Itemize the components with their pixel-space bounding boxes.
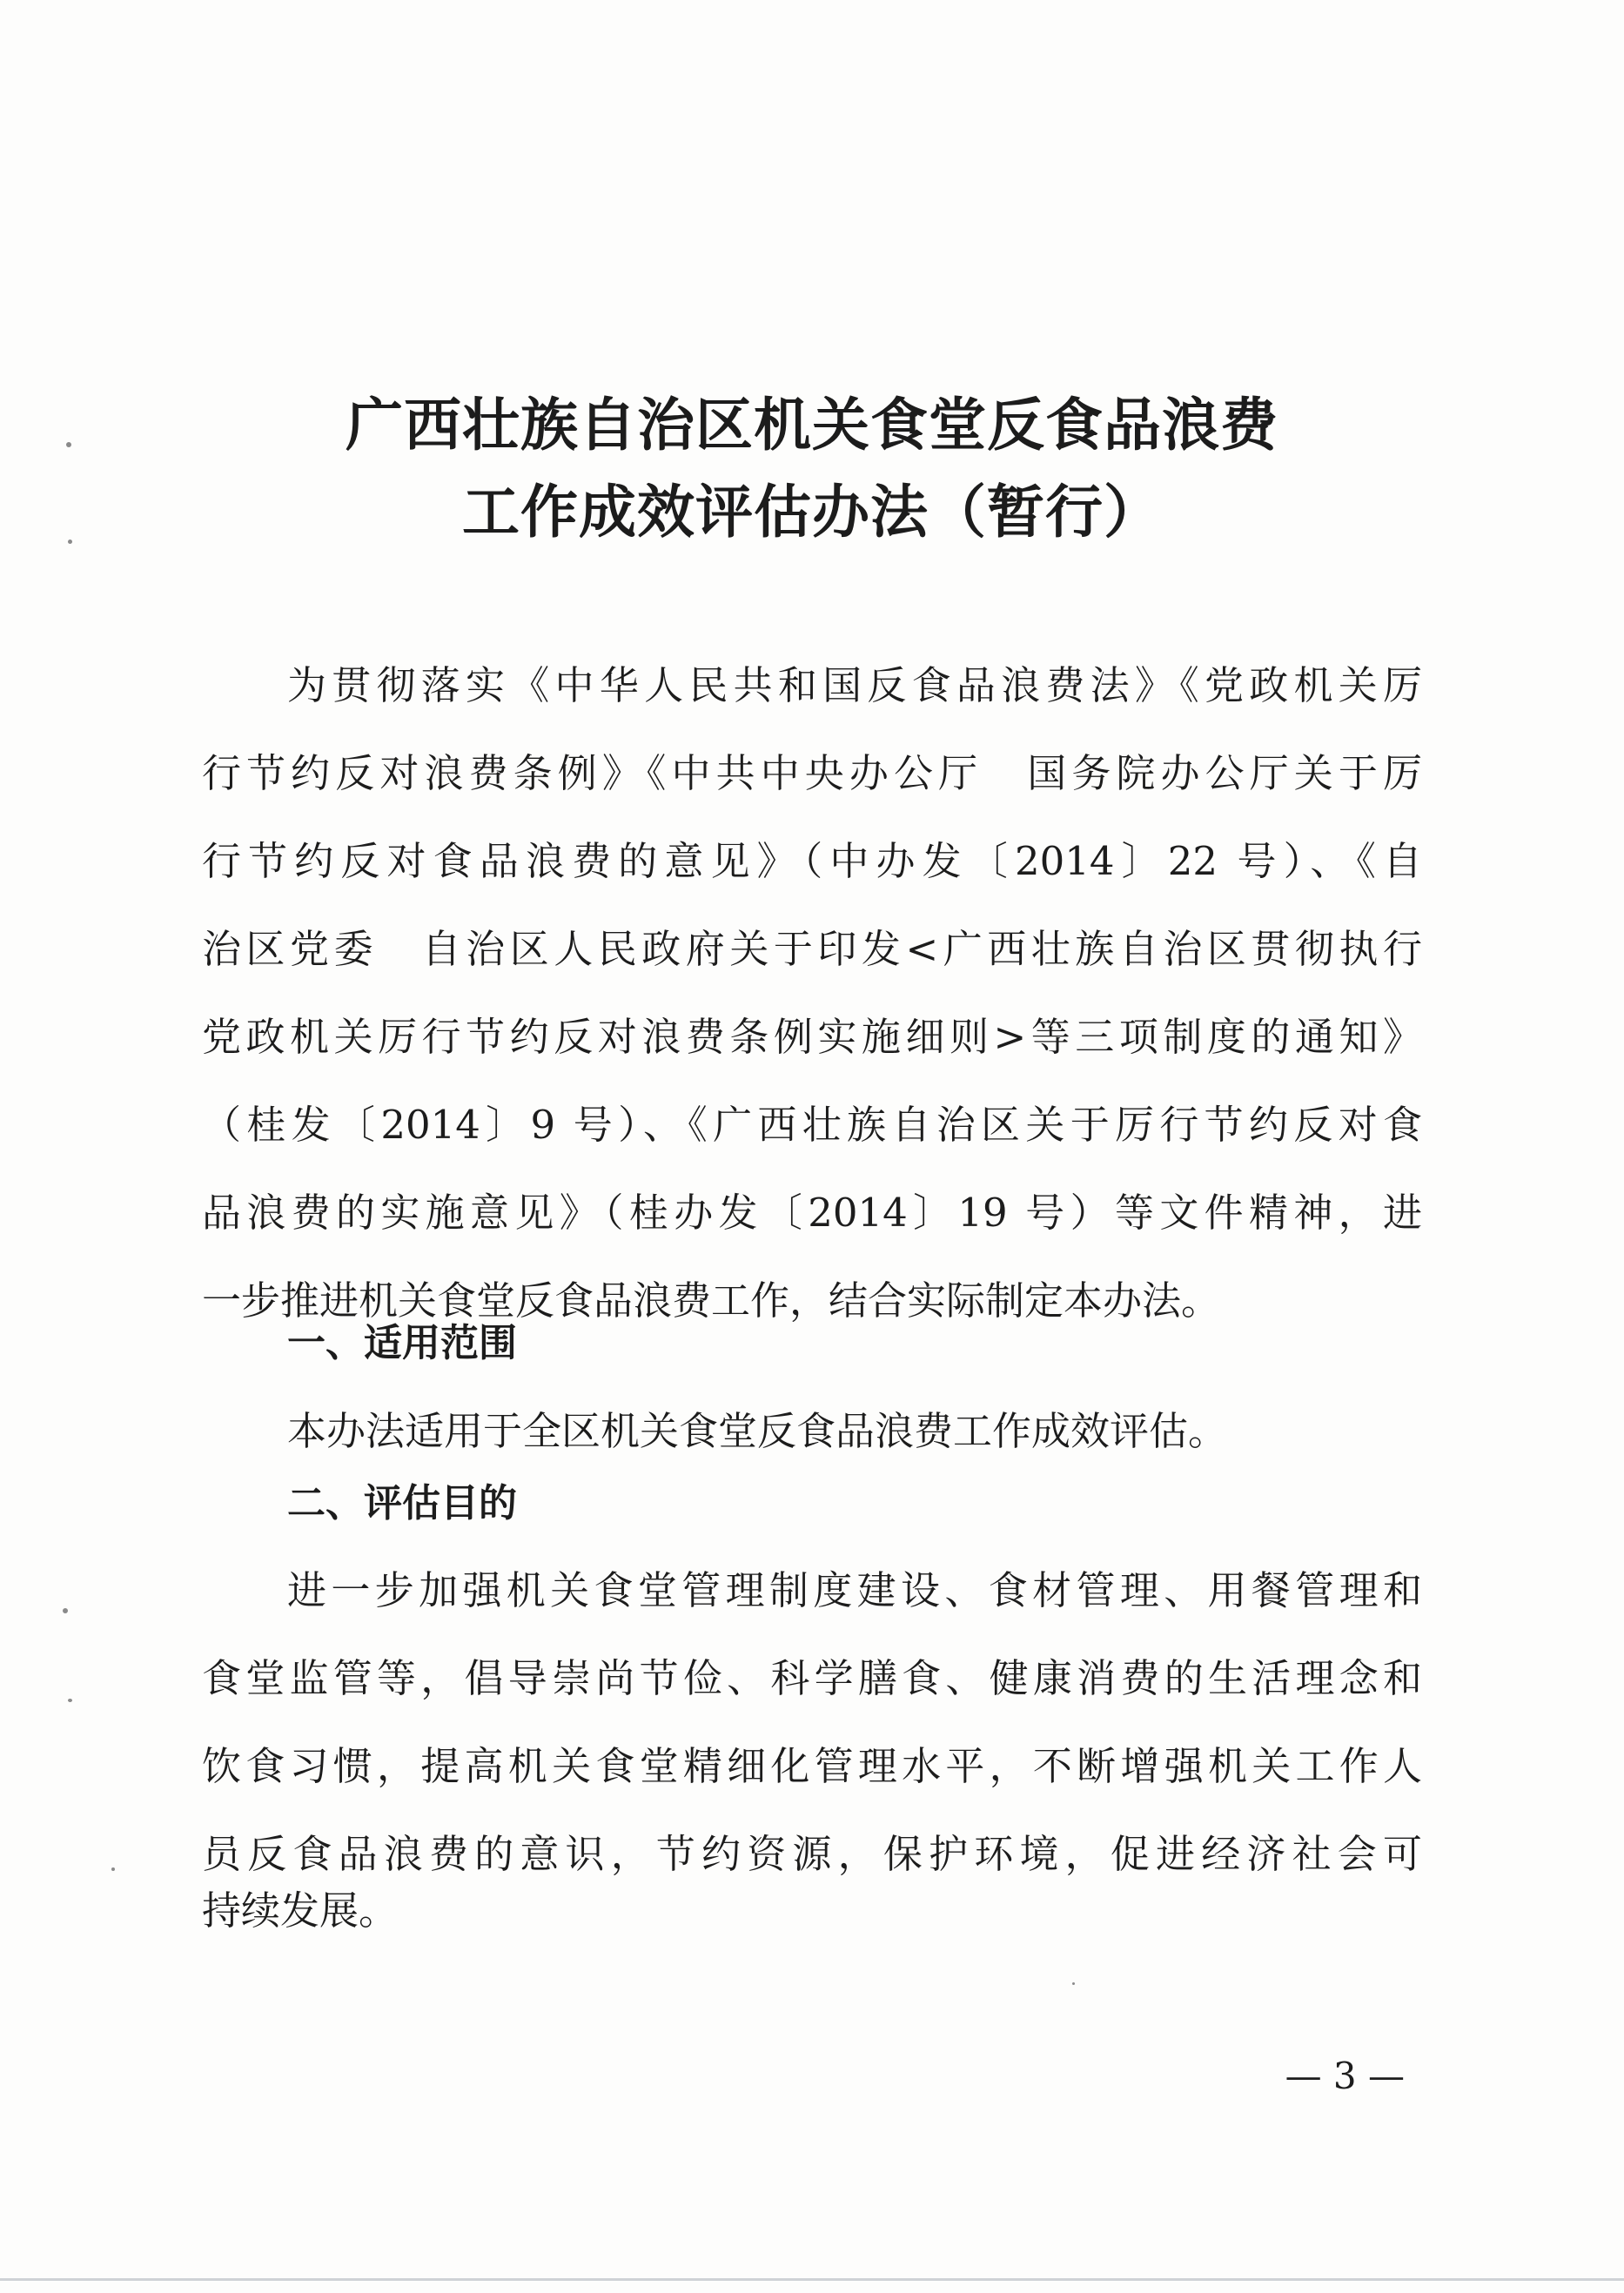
preamble-line-1: 为贯彻落实《中华人民共和国反食品浪费法》《党政机关厉 (287, 662, 1422, 708)
scan-speck (68, 540, 72, 544)
preamble-line-4: 治区党委 自治区人民政府关于印发<广西壮族自治区贯彻执行 (202, 926, 1422, 972)
purpose-line-3: 饮食习惯，提高机关食堂精细化管理水平，不断增强机关工作人 (202, 1743, 1422, 1789)
scan-speck (66, 442, 71, 447)
purpose-line-2: 食堂监管等，倡导崇尚节俭、科学膳食、健康消费的生活理念和 (202, 1655, 1422, 1701)
preamble-line-7: 品浪费的实施意见》（桂办发〔2014〕19 号）等文件精神，进 (202, 1190, 1422, 1236)
scan-speck (111, 1867, 115, 1871)
scan-bottom-edge (0, 2278, 1624, 2281)
preamble-line-3: 行节约反对食品浪费的意见》（中办发〔2014〕22 号）、《自 (202, 838, 1422, 884)
scan-speck (63, 1608, 68, 1613)
section-heading-purpose: 二、评估目的 (287, 1481, 517, 1525)
scan-speck (68, 1699, 72, 1702)
purpose-line-5: 持续发展。 (202, 1887, 399, 1934)
preamble-line-5: 党政机关厉行节约反对浪费条例实施细则>等三项制度的通知》 (202, 1014, 1422, 1060)
section-text-scope: 本办法适用于全区机关食堂反食品浪费工作成效评估。 (287, 1408, 1228, 1454)
document-title-line-2: 工作成效评估办法（暂行） (462, 478, 1162, 546)
document-title-line-1: 广西壮族自治区机关食堂反食品浪费 (346, 391, 1278, 459)
preamble-line-6: （桂发〔2014〕9 号）、《广西壮族自治区关于厉行节约反对食 (202, 1102, 1422, 1148)
purpose-line-1: 进一步加强机关食堂管理制度建设、食材管理、用餐管理和 (287, 1567, 1422, 1613)
preamble-line-8: 一步推进机关食堂反食品浪费工作，结合实际制定本办法。 (202, 1277, 1221, 1324)
preamble-line-2: 行节约反对浪费条例》《中共中央办公厅 国务院办公厅关于厉 (202, 750, 1422, 796)
scan-speck (1072, 1982, 1075, 1985)
purpose-line-4: 员反食品浪费的意识，节约资源，保护环境，促进经济社会可 (202, 1831, 1422, 1877)
page-number: — 3 — (1285, 2055, 1405, 2097)
section-heading-scope: 一、适用范围 (287, 1321, 517, 1365)
